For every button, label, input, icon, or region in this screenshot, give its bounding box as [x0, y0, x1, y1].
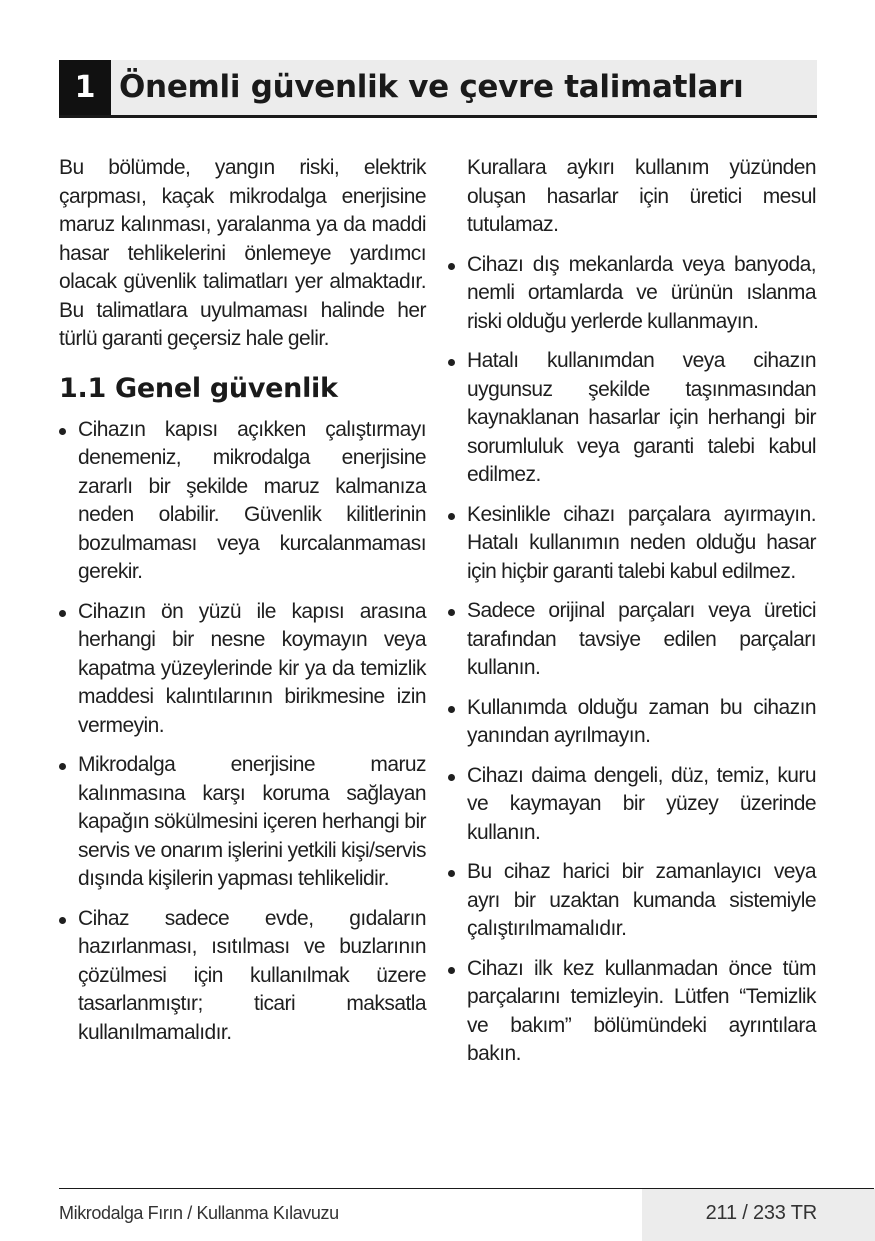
list-item-text: Sadece orijinal parçaları veya üretici tarafından tavsiye edilen parçaları kullanın.: [467, 599, 816, 679]
subsection-title: 1.1 Genel güvenlik: [59, 372, 338, 404]
bullet-icon: [448, 774, 455, 781]
list-item: [59, 751, 426, 894]
list-item-text: Cihazın ön yüzü ile kapısı arasına herhangi bir nesne koymayın veya kapatma yüzeylerinde kir ya da temizlik maddesi kalıntılarının birikmesine izin vermeyin.: [78, 599, 426, 737]
list-item-text: Cihazın kapısı açıkken çalıştırmayı denemeniz, mikrodalga enerjisine zararlı bir şekilde maruz kalmanıza neden olabilir. Güvenlik kilitlerinin bozulmaması veya kurcalanmaması gerekir.: [78, 417, 426, 583]
bullet-icon: [448, 263, 455, 270]
bullet-icon: [59, 610, 66, 617]
list-item: [448, 501, 816, 587]
list-item: [59, 905, 426, 1048]
bullet-icon: [59, 917, 66, 924]
list-item-text: Mikrodalga enerjisine maruz kalınmasına karşı koruma sağlayan kapağın sökülmesini içeren herhangi bir servis ve onarım işlerini yetkili kişi/servis dışında kişilerin yapması tehlikelidir.: [78, 753, 426, 890]
list-item: [448, 955, 816, 1069]
bullet-icon: [448, 359, 455, 366]
list-item: [448, 694, 816, 751]
right-column: [448, 154, 816, 1080]
intro-paragraph: Bu bölümde, yangın riski, elektrik çarpması, kaçak mikrodalga enerjisine maruz kalınması, yaralanma ya da maddi hasar tehlikelerini önlemeye yardımcı olacak güvenlik talimatları yer almaktadır. Bu talimatlara uyulmaması halinde her türlü garanti geçersiz hale gelir.: [59, 156, 426, 350]
list-item: [448, 762, 816, 848]
left-bullet-list: [59, 416, 426, 1048]
list-item: [448, 858, 816, 944]
list-item-text: Cihaz sadece evde, gıdaların hazırlanması, ısıtılması ve buzlarının çözülmesi için kullanılmak üzere tasarlanmıştır; ticari maksatla kullanılmamalıdır.: [78, 906, 426, 1044]
right-bullet-list: [448, 251, 816, 1069]
footer-page-number: 211 / 233 TR: [705, 1202, 817, 1224]
continuation-paragraph: Kurallara aykırı kullanım yüzünden oluşan hasarlar için üretici mesul tutulamaz.: [467, 156, 816, 236]
section-number: 1: [59, 60, 111, 115]
section-header: [59, 60, 817, 118]
list-item-text: Hatalı kullanımdan veya cihazın uygunsuz şekilde taşınmasından kaynaklanan hasarlar için herhangi bir sorumluluk veya garanti talebi kabul edilmez.: [467, 349, 816, 486]
list-item-text: Cihazı ilk kez kullanmadan önce tüm parçalarını temizleyin. Lütfen “Temizlik ve bakım” bölümündeki ayrıntılara bakın.: [467, 956, 816, 1065]
list-item: [448, 251, 816, 337]
bullet-icon: [448, 513, 455, 520]
footer-document-title: Mikrodalga Fırın / Kullanma Kılavuzu: [59, 1203, 339, 1223]
bullet-icon: [448, 609, 455, 616]
bullet-icon: [59, 428, 66, 435]
left-column: [59, 154, 426, 1058]
bullet-icon: [448, 967, 455, 974]
list-item: [448, 597, 816, 683]
bullet-icon: [448, 870, 455, 877]
list-item-text: Cihazı daima dengeli, düz, temiz, kuru ve kaymayan bir yüzey üzerinde kullanın.: [467, 763, 816, 844]
list-item: [59, 416, 426, 587]
list-item: [59, 598, 426, 741]
list-item-text: Bu cihaz harici bir zamanlayıcı veya ayrı bir uzaktan kumanda sistemiyle çalıştırılmamalıdır.: [467, 860, 816, 940]
list-item-text: Cihazı dış mekanlarda veya banyoda, nemli ortamlarda ve ürünün ıslanma riski olduğu yerlerde kullanmayın.: [467, 252, 816, 333]
list-item-text: Kesinlikle cihazı parçalara ayırmayın. Hatalı kullanımın neden olduğu hasar için hiçbir garanti talebi kabul edilmez.: [467, 502, 816, 583]
bullet-icon: [448, 706, 455, 713]
bullet-icon: [59, 763, 66, 770]
section-title: Önemli güvenlik ve çevre talimatları: [119, 69, 744, 105]
list-item: [448, 347, 816, 490]
list-item-text: Kullanımda olduğu zaman bu cihazın yanından ayrılmayın.: [467, 695, 816, 747]
